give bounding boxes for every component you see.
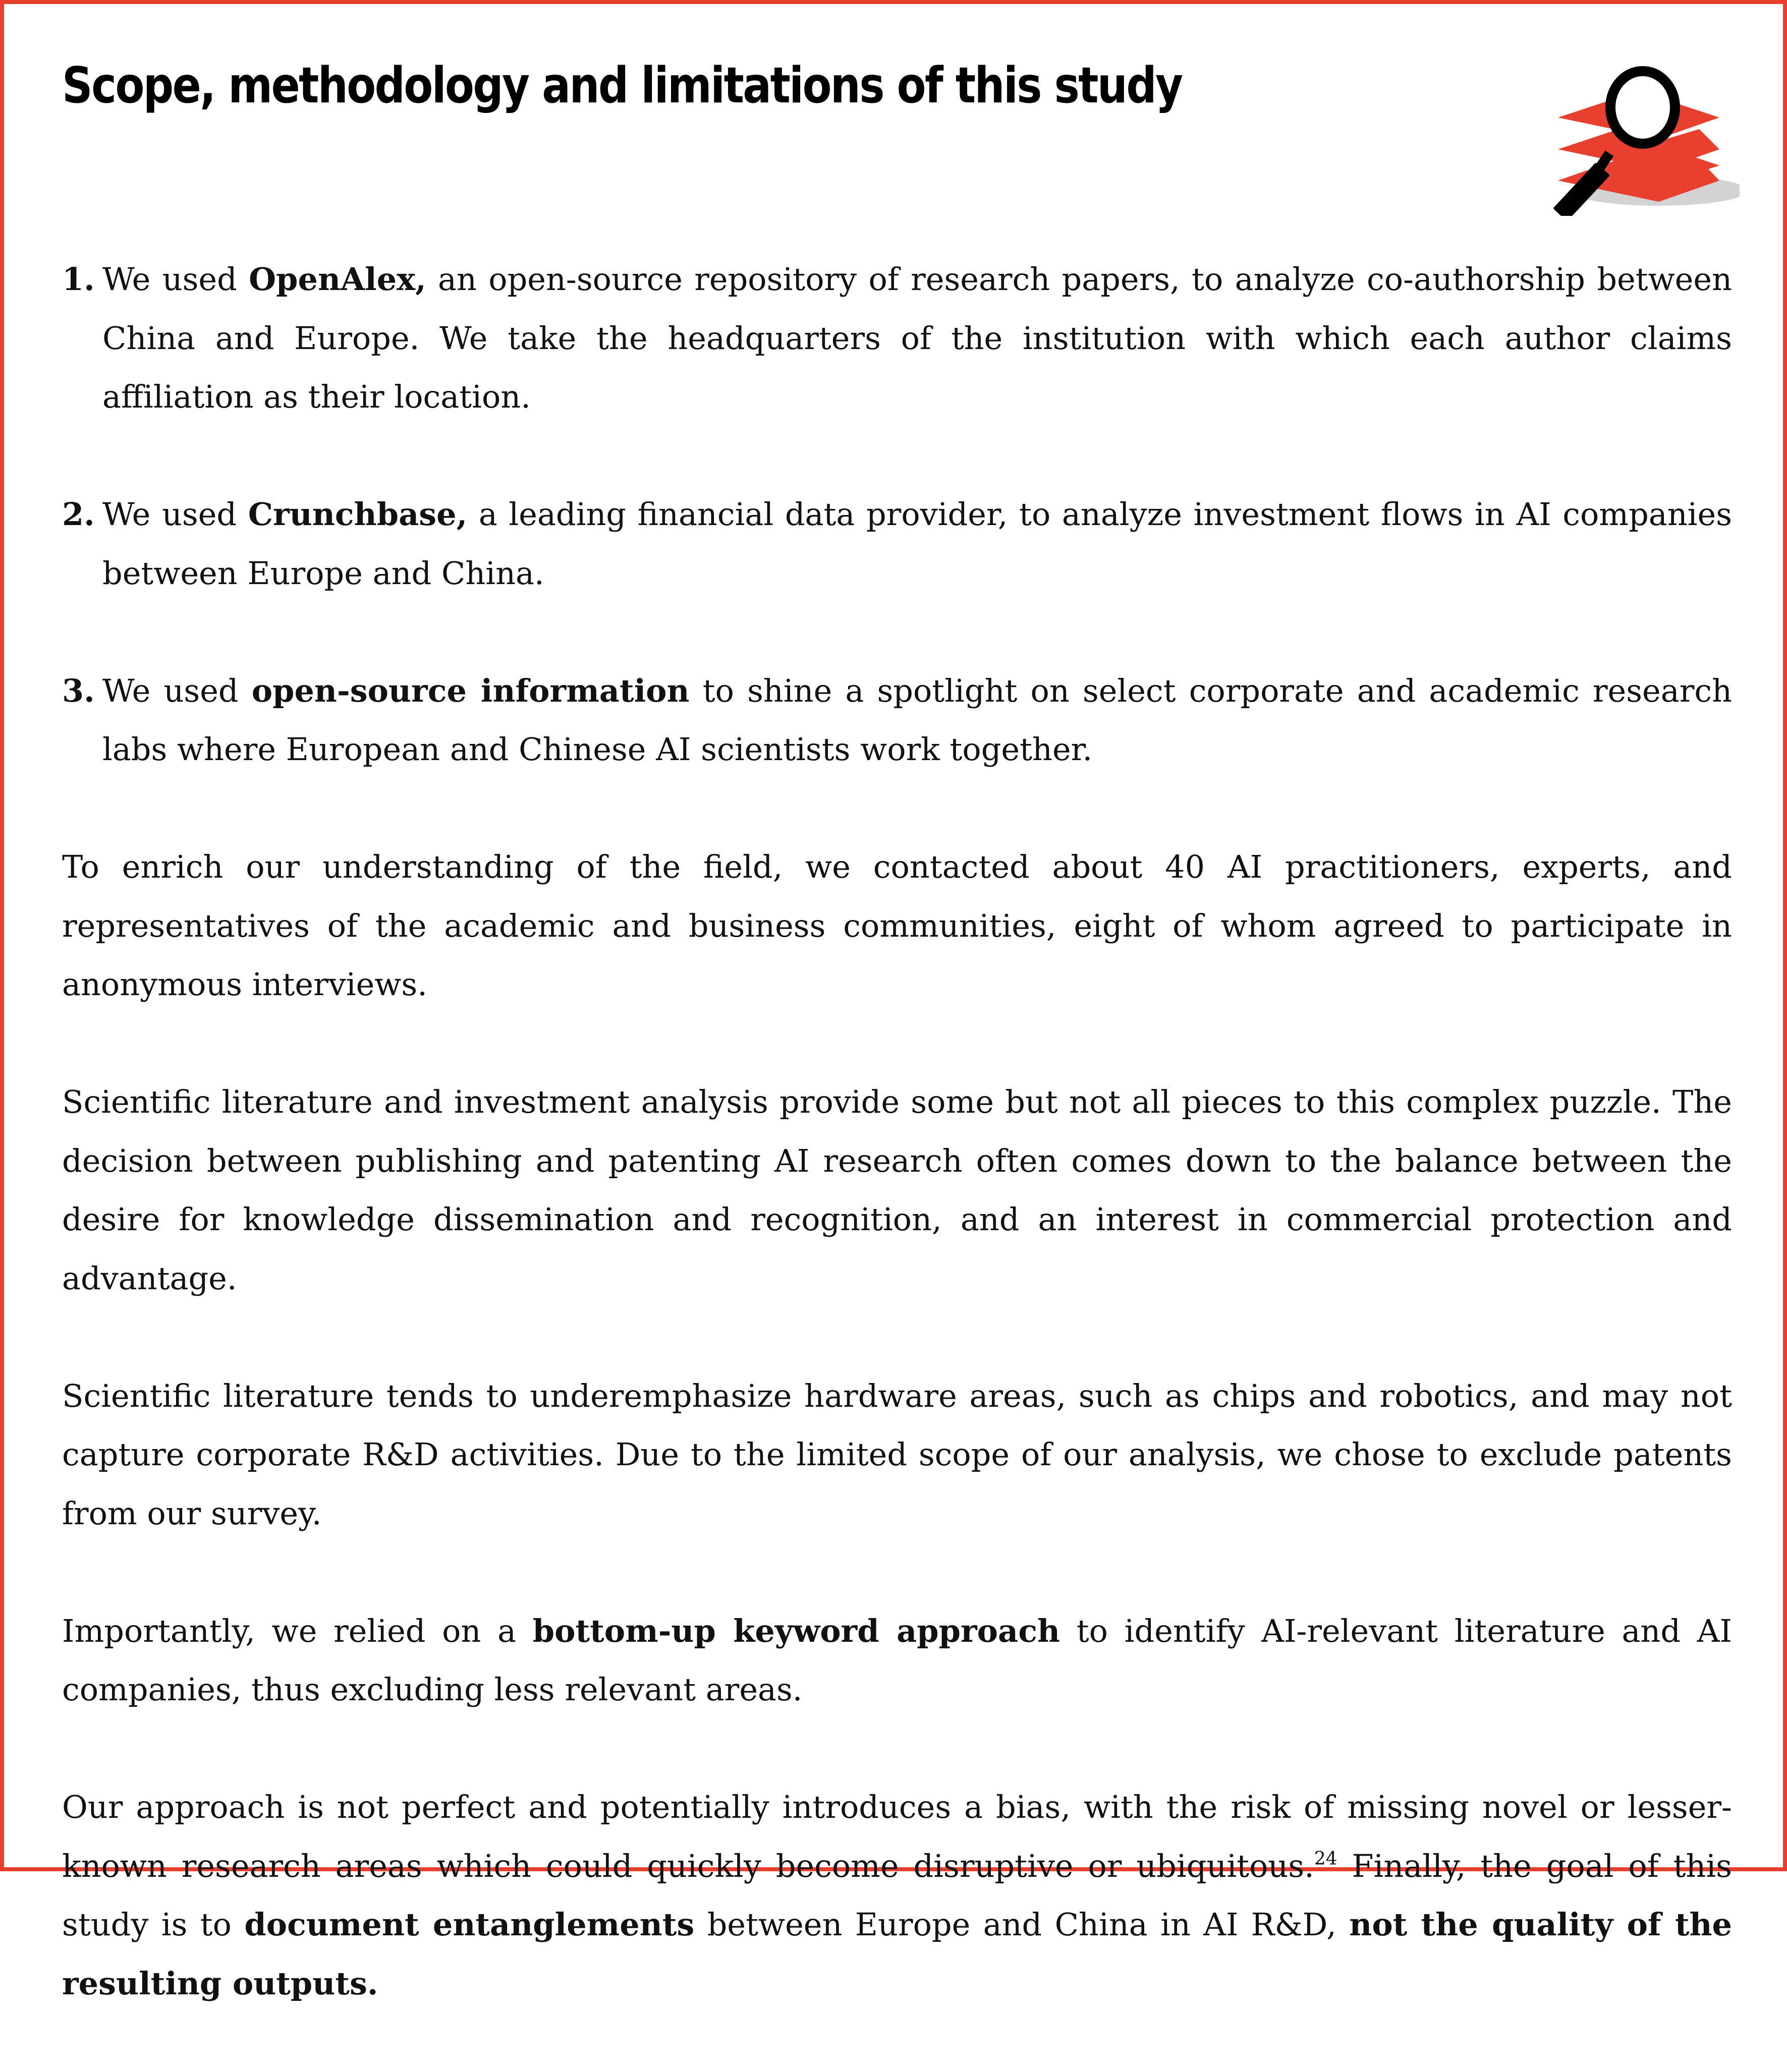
page-title: Scope, methodology and limitations of this study — [62, 57, 1182, 114]
emphasis: not the quality of the resulting outputs. — [62, 1906, 1732, 2002]
text: to shine a spotlight on select corporate and academic research labs where European and Chinese AI scientists work together. — [102, 672, 1732, 768]
list-number: 3. — [62, 672, 95, 709]
text: Finally, the goal of this study is to — [62, 1847, 1732, 1943]
paragraph-hardware: Scientific literature tends to underemphasize hardware areas, such as chips and robotics, and may not capture corporate R&D activities. Due to the limited scope of our analysis, we chose to exclude patents from our survey. — [62, 1377, 1732, 1532]
document-body — [62, 250, 1732, 2072]
source-name: Crunchbase, — [248, 496, 468, 533]
list-item — [62, 662, 1732, 779]
footnote-ref[interactable]: 24 — [1314, 1848, 1337, 1869]
text: an open-source repository of research papers, to analyze co-authorship between China and Europe. We take the headquarters of the institution with which each author claims affiliation as their location. — [102, 261, 1732, 415]
text: We used — [102, 496, 248, 533]
paragraph-limitations — [62, 1778, 1732, 2013]
magnifier-layers-icon — [1538, 60, 1740, 216]
paragraph-interviews: To enrich our understanding of the field, we contacted about 40 AI practitioners, experts, and representatives of the academic and business communities, eight of whom agreed to participate in anonymous interviews. — [62, 848, 1732, 1003]
text: to identify AI-relevant literature and AI companies, thus excluding less relevant areas. — [62, 1612, 1732, 1708]
text: a leading financial data provider, to analyze investment flows in AI companies between Europe and China. — [102, 496, 1733, 592]
list-number: 1. — [62, 261, 95, 298]
text: between Europe and China in AI R&D, — [694, 1906, 1350, 1943]
list-text — [102, 250, 1732, 427]
source-name: open-source information — [251, 672, 690, 709]
text: We used — [102, 261, 249, 298]
list-number: 2. — [62, 496, 95, 533]
list-item — [62, 485, 1732, 603]
list-text — [102, 485, 1732, 603]
paragraph-keyword-approach — [62, 1602, 1732, 1719]
list-text — [102, 662, 1732, 779]
text: Importantly, we relied on a — [62, 1612, 533, 1649]
emphasis: bottom-up keyword approach — [532, 1612, 1060, 1649]
list-item — [62, 250, 1732, 427]
paragraph-puzzle: Scientific literature and investment analysis provide some but not all pieces to this complex puzzle. The decision between publishing and patenting AI research often comes down to the balance between the desire for knowledge dissemination and recognition, and an interest in commercial protection and advantage. — [62, 1083, 1732, 1297]
emphasis: document entanglements — [244, 1906, 695, 1943]
text: We used — [102, 672, 252, 709]
text: Our approach is not perfect and potentially introduces a bias, with the risk of missing novel or lesser-known research areas which could quickly become disruptive or ubiquitous. — [62, 1789, 1732, 1884]
source-name: OpenAlex, — [249, 261, 426, 298]
